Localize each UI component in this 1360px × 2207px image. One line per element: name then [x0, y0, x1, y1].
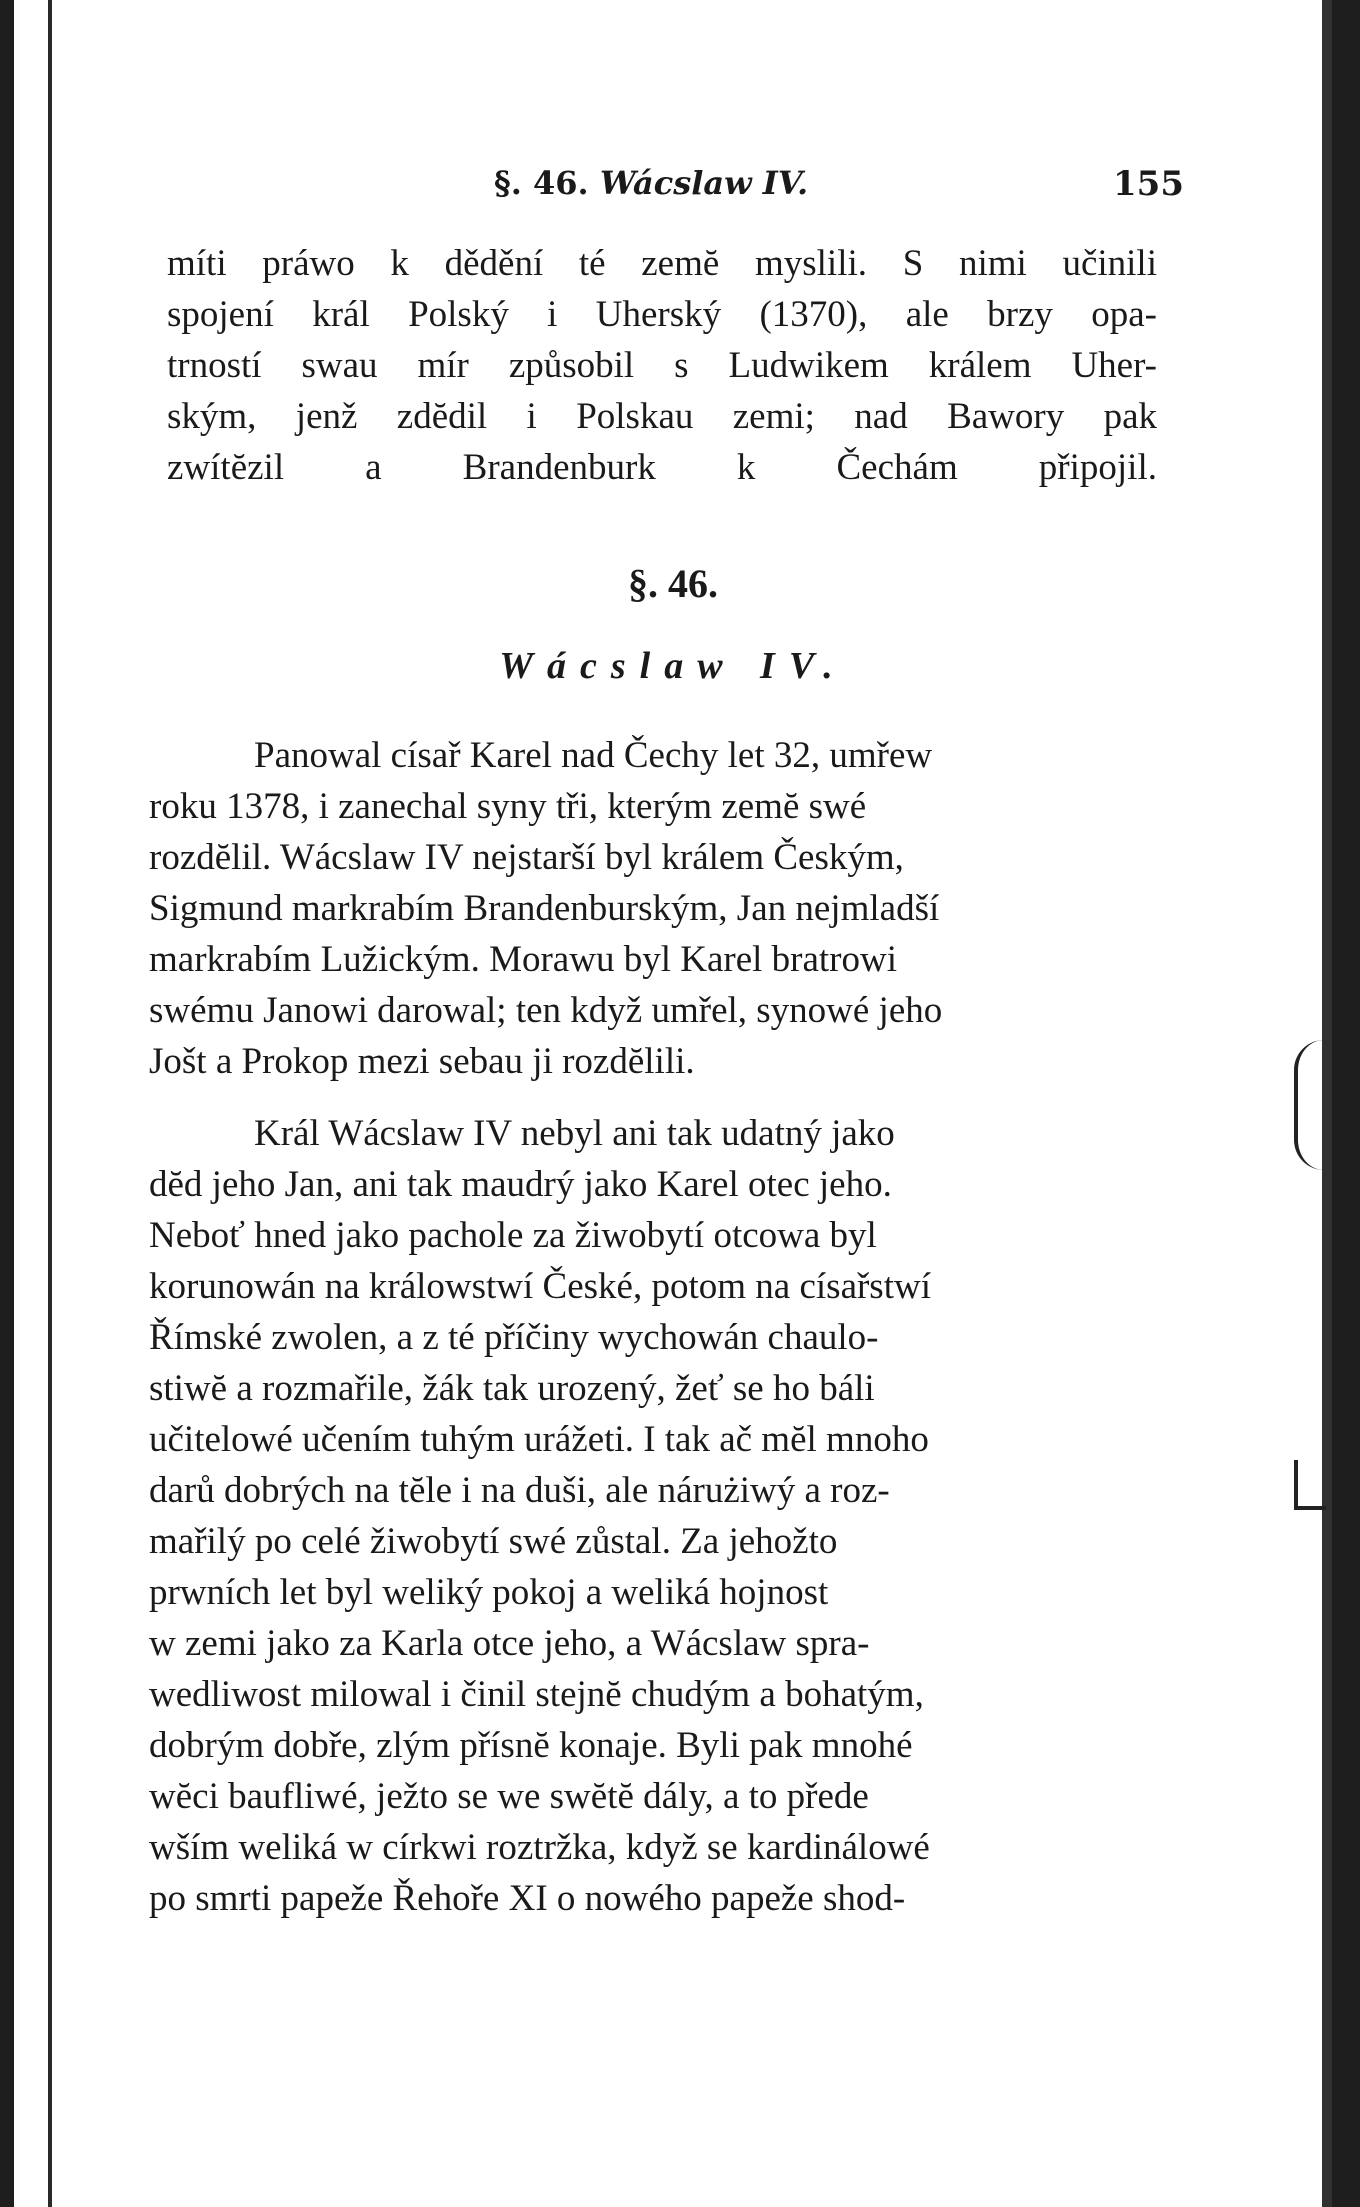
page-header [494, 164, 1184, 212]
text-line: markrabím Lužickým. Morawu byl Karel bratrowi [149, 939, 897, 980]
text-line: Panowal císař Karel nad Čechy let 32, umřew [254, 735, 933, 776]
scan-spine-shadow [48, 0, 52, 2207]
section-number: §. 46. [628, 561, 718, 606]
text-line: Římské zwolen, a z té příčiny wychowán chaulo- [149, 1317, 879, 1358]
text-line: míti práwo k dědění té zemĕ myslili. S nimi učinili [167, 243, 1157, 284]
text-line: ským, jenž zdĕdil i Polskau zemi; nad Bawory pak [167, 396, 1157, 437]
text-line: Sigmund markrabím Brandenburským, Jan nejmladší [149, 888, 940, 929]
margin-bracket-mark [1294, 1040, 1326, 1170]
paragraph-2 [149, 1108, 1159, 1924]
text-line: Neboť hned jako pachole za žiwobytí otcowa byl [149, 1215, 877, 1256]
text-line: wĕci baufliwé, ježto se we swĕtĕ dály, a to přede [149, 1776, 869, 1817]
text-line: po smrti papeže Řehoře XI o nowého papeže shod- [149, 1878, 906, 1919]
text-line: darů dobrých na tĕle i na duši, ale nárużiwý a roz- [149, 1470, 890, 1511]
paragraph-1 [149, 730, 1159, 1087]
text-line: w zemi jako za Karla otce jeho, a Wácslaw spra- [149, 1623, 870, 1664]
continued-paragraph [167, 238, 1157, 493]
text-line: prwních let byl weliký pokoj a weliká hojnost [149, 1572, 829, 1613]
section-title: Wácslaw IV. [499, 645, 847, 687]
page-number: 155 [1113, 164, 1184, 204]
text-line: wedliwost milowal i činil stejnĕ chudým a bohatým, [149, 1674, 924, 1715]
running-title: §. 46. Wácslaw IV. [494, 164, 809, 202]
text-line: rozdĕlil. Wácslaw IV nejstarší byl králem Českým, [149, 837, 904, 878]
text-line: spojení král Polský i Uherský (1370), ale brzy opa- [167, 294, 1157, 335]
text-line: Král Wácslaw IV nebyl ani tak udatný jako [254, 1113, 895, 1154]
text-line: roku 1378, i zanechal syny tři, kterým zemĕ swé [149, 786, 867, 827]
text-line: swému Janowi darowal; ten když umřel, synowé jeho [149, 990, 943, 1031]
text-line: wším weliká w církwi roztržka, když se kardinálowé [149, 1827, 930, 1868]
text-line: dĕd jeho Jan, ani tak maudrý jako Karel otec jeho. [149, 1164, 892, 1205]
text-line: korunowán na králowstwí České, potom na císařstwí [149, 1266, 931, 1307]
text-line: dobrým dobře, zlým přísnĕ konaje. Byli pak mnohé [149, 1725, 913, 1766]
text-line: stiwĕ a rozmařile, žák tak urozený, žeť se ho báli [149, 1368, 875, 1409]
text-line: Jošt a Prokop mezi sebau ji rozdĕlili. [149, 1041, 695, 1082]
text-line: učitelowé učením tuhým urážeti. I tak ač mĕl mnoho [149, 1419, 929, 1460]
book-page [14, 0, 1332, 2207]
margin-corner-mark [1294, 1460, 1326, 1510]
text-line: zwítĕzil a Brandenburk k Čechám připojil. [167, 447, 1157, 488]
text-line: mařilý po celé žiwobytí swé zůstal. Za jehožto [149, 1521, 838, 1562]
text-line: trností swau mír způsobil s Ludwikem králem Uher- [167, 345, 1157, 386]
